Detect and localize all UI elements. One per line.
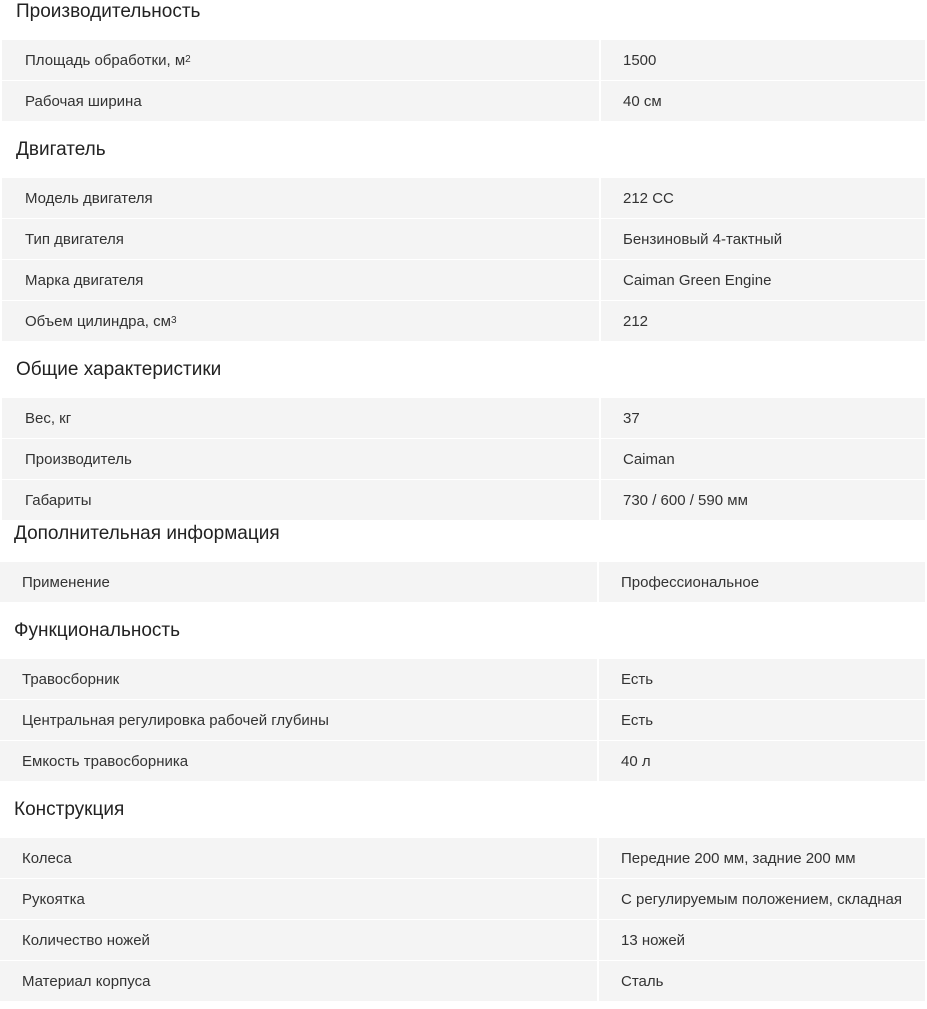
spec-value: 1500	[601, 40, 925, 80]
spec-value: 37	[601, 398, 925, 438]
section-title: Функциональность	[14, 620, 181, 641]
spec-row	[2, 480, 925, 520]
spec-value: Caiman	[601, 439, 925, 479]
spec-name: Площадь обработки, м 2	[2, 40, 599, 80]
spec-name: Количество ножей	[0, 920, 597, 960]
spec-table	[2, 40, 925, 121]
spec-row	[2, 260, 925, 300]
spec-name: Производитель	[2, 439, 599, 479]
spec-table	[0, 659, 925, 781]
spec-row	[0, 741, 925, 781]
spec-name: Травосборник	[0, 659, 597, 699]
spec-value: Сталь	[599, 961, 925, 1001]
spec-value: Есть	[599, 700, 925, 740]
spec-value: Есть	[599, 659, 925, 699]
spec-value: 730 / 600 / 590 мм	[601, 480, 925, 520]
section-general	[0, 359, 925, 521]
spec-name: Емкость травосборника	[0, 741, 597, 781]
spec-table	[2, 178, 925, 341]
spec-value: Передние 200 мм, задние 200 мм	[599, 838, 925, 878]
spec-value: С регулируемым положением, складная	[599, 879, 925, 919]
spec-value: Бензиновый 4-тактный	[601, 219, 925, 259]
spec-name: Колеса	[0, 838, 597, 878]
spec-table	[2, 398, 925, 520]
spec-value: 212 CC	[601, 178, 925, 218]
spec-row	[2, 301, 925, 341]
spec-row	[0, 700, 925, 740]
spec-row	[2, 178, 925, 218]
spec-value: 13 ножей	[599, 920, 925, 960]
spec-name: Модель двигателя	[2, 178, 599, 218]
section-construction	[0, 799, 925, 1002]
spec-name: Вес, кг	[2, 398, 599, 438]
section-title: Общие характеристики	[16, 359, 222, 380]
spec-value: 40 л	[599, 741, 925, 781]
spec-name: Марка двигателя	[2, 260, 599, 300]
spec-row	[2, 219, 925, 259]
spec-name: Материал корпуса	[0, 961, 597, 1001]
spec-value: 40 см	[601, 81, 925, 121]
spec-value: Профессиональное	[599, 562, 925, 602]
spec-value: 212	[601, 301, 925, 341]
spec-table	[0, 838, 925, 1001]
spec-row	[2, 40, 925, 80]
section-title: Двигатель	[16, 139, 106, 160]
section-performance	[0, 1, 925, 122]
section-title: Дополнительная информация	[14, 523, 280, 544]
section-title: Производительность	[16, 1, 201, 22]
spec-name: Центральная регулировка рабочей глубины	[0, 700, 597, 740]
spec-row	[0, 920, 925, 960]
spec-row	[2, 439, 925, 479]
spec-row	[0, 659, 925, 699]
spec-row	[2, 81, 925, 121]
section-title: Конструкция	[14, 799, 125, 820]
spec-row	[0, 562, 925, 602]
spec-table	[0, 562, 925, 602]
spec-name: Применение	[0, 562, 597, 602]
spec-name: Рукоятка	[0, 879, 597, 919]
spec-row	[0, 961, 925, 1001]
spec-row	[0, 838, 925, 878]
spec-name: Тип двигателя	[2, 219, 599, 259]
spec-value: Caiman Green Engine	[601, 260, 925, 300]
spec-row	[0, 879, 925, 919]
spec-name: Рабочая ширина	[2, 81, 599, 121]
section-additional-info	[0, 523, 925, 603]
section-engine	[0, 139, 925, 342]
spec-row	[2, 398, 925, 438]
section-functionality	[0, 620, 925, 782]
spec-name: Габариты	[2, 480, 599, 520]
spec-name: Объем цилиндра, см 3	[2, 301, 599, 341]
